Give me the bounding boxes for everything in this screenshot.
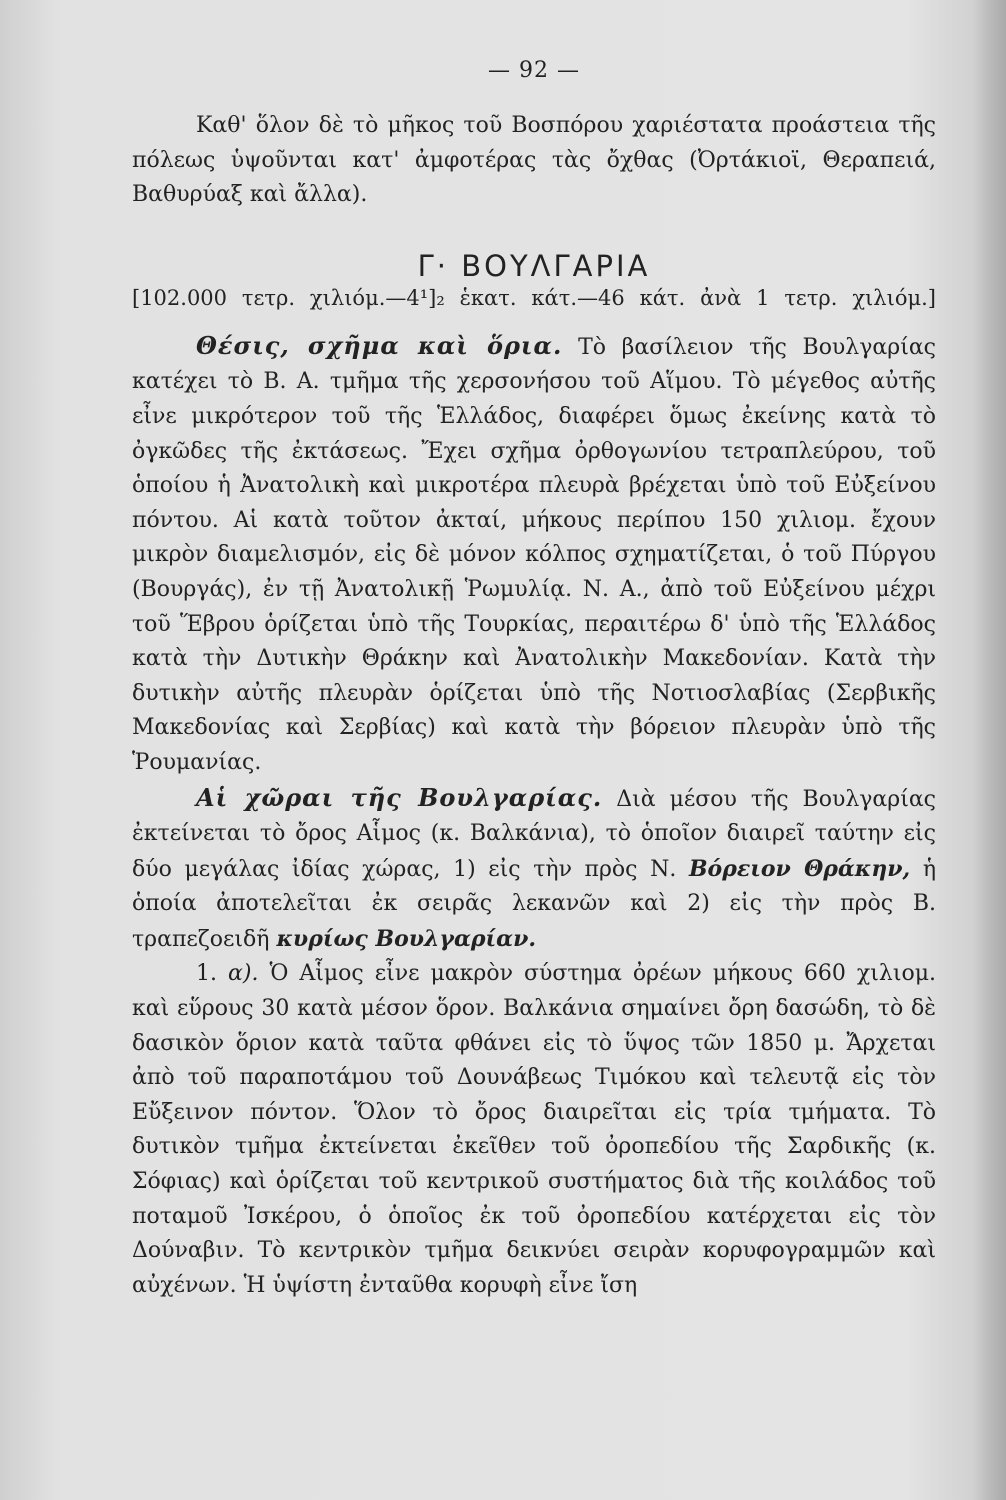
position-text: Τὸ βασίλειον τῆς Βουλγαρίας κατέχει τὸ Β. Α. τμῆμα τῆς χερσονήσου τοῦ Αἵμου. Τὸ μέγεθος αὐτῆς εἶνε μικρότερον τοῦ τῆς Ἑλλάδος, διαφέρει ὅμως ἐκείνης κατὰ τὸ ὀγκῶδες τῆς ἐκτάσεως. Ἔχει σχῆμα ὀρθογωνίου τετραπλεύρου, τοῦ ὁποίου ἡ Ἀνατολικὴ καὶ μικροτέρα πλευρὰ βρέχεται ὑπὸ τοῦ Εὐξείνου πόντου. Αἱ κατὰ τοῦτον ἀκταί, μήκους περίπου 150 χιλιομ. ἔχουν μικρὸν διαμελισμόν, εἰς δὲ μόνον κόλπος σχηματίζεται, ὁ τοῦ Πύργου (Βουργάς), ἐν τῇ Ἀνατολικῇ Ῥωμυλίᾳ. Ν. Α., ἀπὸ τοῦ Εὐξείνου μέχρι τοῦ Ἕβρου ὁρίζεται ὑπὸ τῆς Τουρκίας, περαιτέρω δ' ὑπὸ τῆς Ἑλλάδος κατὰ τὴν Δυτικὴν Θράκην καὶ Ἀνατολικὴν Μακεδονίαν. Κατὰ τὴν δυτικὴν αὐτῆς πλευρὰν ὁρίζεται ὑπὸ τῆς Νοτιοσλαβίας (Σερβικῆς Μακεδονίας καὶ Σερβίας) καὶ κατὰ τὴν βόρειον πλευρὰν ὑπὸ τῆς Ῥουμανίας. xyxy=(132,334,936,775)
regions-text-b: ἡ ὁποία ἀποτελεῖται ἐκ σειρᾶς λεκανῶν καὶ 2) εἰς τὴν πρὸς Β. τραπεζοειδῆ xyxy=(132,856,937,952)
section-letter: Γ· xyxy=(417,248,449,283)
regions-term-bulgaria-proper: κυρίως Βουλγαρίαν. xyxy=(276,925,537,952)
regions-paragraph xyxy=(132,781,936,958)
position-paragraph xyxy=(132,329,936,781)
haemus-paragraph xyxy=(132,957,936,1303)
section-title xyxy=(132,249,936,283)
haemus-text: Ὁ Αἷμος εἶνε μακρὸν σύστημα ὀρέων μήκους 660 χιλιομ. καὶ εὕρους 30 κατὰ μέσον ὅρον. Βαλκάνια σημαίνει ὄρη δασώδη, τὸ δὲ δασικὸν ὅριον κατὰ ταῦτα φθάνει εἰς τὸ ὕψος τῶν 1850 μ. Ἄρχεται ἀπὸ τοῦ παραποτάμου τοῦ Δουνάβεως Τιμόκου καὶ τελευτᾷ εἰς τὸν Εὔξεινον πόντον. Ὅλον τὸ ὄρος διαιρεῖται εἰς τρία τμήματα. Τὸ δυτικὸν τμῆμα ἐκτείνεται ἐκεῖθεν τοῦ ὀροπεδίου τῆς Σαρδικῆς (κ. Σόφιας) καὶ ὁρίζεται τοῦ κεντρικοῦ συστήματος διὰ τῆς κοιλάδος τοῦ ποταμοῦ Ἰσκέρου, ὁ ὁποῖος ἐκ τοῦ ὀροπεδίου κατέρχεται εἰς τὸν Δούναβιν. Τὸ κεντρικὸν τμῆμα δεικνύει σειρὰν κορυφογραμμῶν καὶ αὐχένων. Ἡ ὑψίστη ἐνταῦθα κορυφὴ εἶνε ἴση xyxy=(132,961,936,1298)
haemus-number: 1. xyxy=(196,961,217,987)
regions-heading: Αἱ χῶραι τῆς Βουλγαρίας. xyxy=(196,782,603,812)
page-content xyxy=(132,58,936,1303)
page-number: — 92 — xyxy=(488,58,580,83)
page-spine-shadow xyxy=(972,0,1006,1500)
haemus-letter: α). xyxy=(228,961,259,987)
position-heading: Θέσις, σχῆμα καὶ ὅρια. xyxy=(196,330,563,360)
section-stats: [102.000 τετρ. χιλιόμ.—4¹]₂ ἑκατ. κάτ.—46 κάτ. ἀνὰ 1 τετρ. χιλιόμ.] xyxy=(132,285,936,310)
regions-term-north-thrace: Βόρειον Θράκην, xyxy=(688,855,911,882)
section-name: ΒΟΥΛΓΑΡΙΑ xyxy=(461,248,651,283)
regions-text-a: Διὰ μέσου τῆς Βουλγαρίας ἐκτείνεται τὸ ὄρος Αἷμος (κ. Βαλκάνια), τὸ ὁποῖον διαιρεῖ ταύτην εἰς δύο μεγάλας ἰδίας χώρας, 1) εἰς τὴν πρὸς Ν. xyxy=(132,786,937,882)
intro-paragraph: Καθ' ὅλον δὲ τὸ μῆκος τοῦ Βοσπόρου χαριέστατα προάστεια τῆς πόλεως ὑψοῦνται κατ' ἀμφοτέρας τὰς ὄχθας (Ὀρτάκιοϊ, Θεραπειά, Βαθυρύαξ καὶ ἄλλα). xyxy=(132,113,936,208)
